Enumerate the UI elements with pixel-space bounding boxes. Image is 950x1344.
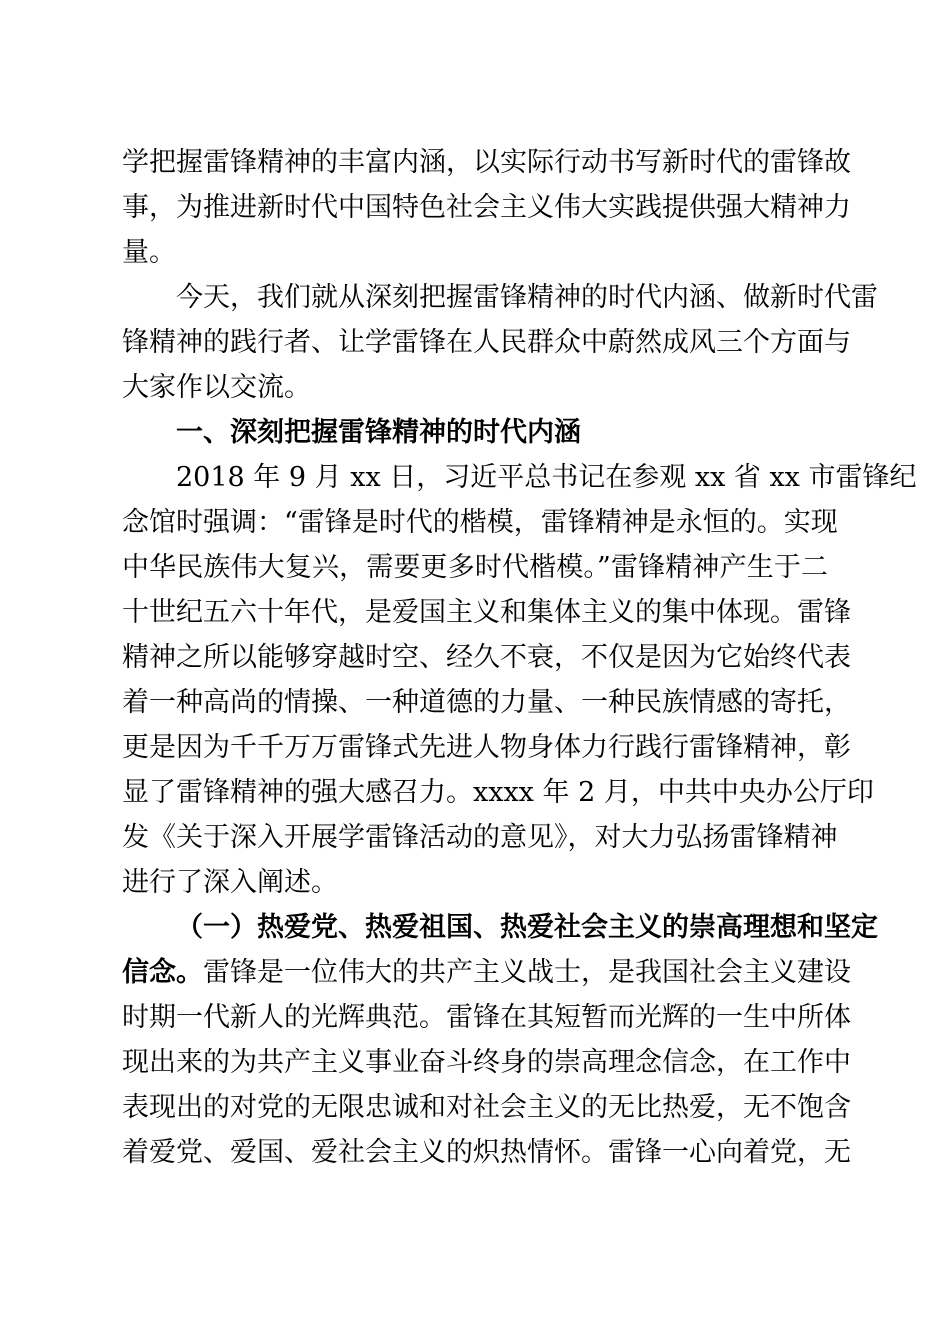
- text-line: 事，为推进新时代中国特色社会主义伟大实践提供强大精神力: [122, 192, 851, 223]
- text-line: 量。: [122, 237, 176, 268]
- text-segment: 雷锋是一位伟大的共产主义战士，是我国社会主义建设: [203, 957, 851, 988]
- text-line: 大家作以交流。: [122, 372, 311, 403]
- text-line: 更是因为千千万万雷锋式先进人物身体力行践行雷锋精神，彰: [122, 732, 851, 763]
- text-line: 2018 年 9 月 xx 日，习近平总书记在参观 xx 省 xx 市雷锋纪: [176, 462, 917, 493]
- text-line: 十世纪五六十年代，是爱国主义和集体主义的集中体现。雷锋: [122, 597, 851, 628]
- text-line: 现出来的为共产主义事业奋斗终身的崇高理念信念，在工作中: [122, 1047, 851, 1078]
- text-line: 精神之所以能够穿越时空、经久不衰，不仅是因为它始终代表: [122, 642, 851, 673]
- text-line: 时期一代新人的光辉典范。雷锋在其短暂而光辉的一生中所体: [122, 1002, 851, 1033]
- subsection-heading: （一）热爱党、热爱祖国、热爱社会主义的崇高理想和坚定: [176, 912, 878, 943]
- text-line: 念馆时强调：“雷锋是时代的楷模，雷锋精神是永恒的。实现: [122, 507, 838, 538]
- text-line: 锋精神的践行者、让学雷锋在人民群众中蔚然成风三个方面与: [122, 327, 851, 358]
- text-line: 表现出的对党的无限忠诚和对社会主义的无比热爱，无不饱含: [122, 1092, 851, 1123]
- document-body: [122, 140, 917, 1175]
- subsection-heading-tail: 信念。: [122, 957, 203, 988]
- text-line: 显了雷锋精神的强大感召力。xxxx 年 2 月，中共中央办公厅印: [122, 777, 874, 808]
- text-line: 着爱党、爱国、爱社会主义的炽热情怀。雷锋一心向着党，无: [122, 1137, 851, 1168]
- text-line: 着一种高尚的情操、一种道德的力量、一种民族情感的寄托，: [122, 687, 851, 718]
- text-line: 学把握雷锋精神的丰富内涵，以实际行动书写新时代的雷锋故: [122, 147, 851, 178]
- text-line: 中华民族伟大复兴，需要更多时代楷模。”雷锋精神产生于二: [122, 552, 828, 583]
- section-heading: 一、深刻把握雷锋精神的时代内涵: [176, 417, 581, 448]
- text-line: 进行了深入阐述。: [122, 867, 338, 898]
- text-line: 发《关于深入开展学雷锋活动的意见》，对大力弘扬雷锋精神: [122, 822, 838, 853]
- text-line: [122, 950, 851, 995]
- text-line: 今天，我们就从深刻把握雷锋精神的时代内涵、做新时代雷: [176, 282, 878, 313]
